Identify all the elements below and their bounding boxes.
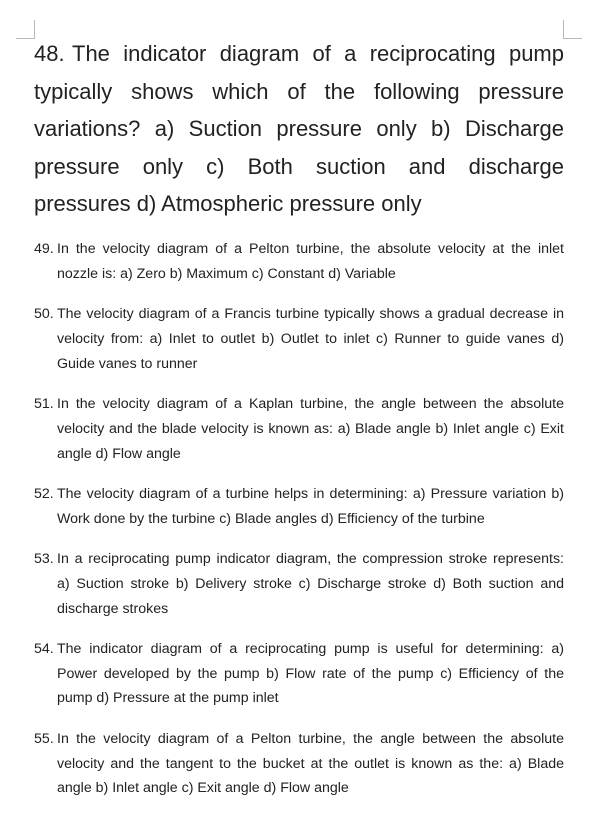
- question-number: 54.: [34, 640, 54, 657]
- question-number: 48.: [34, 41, 65, 66]
- question-50: [34, 302, 564, 376]
- page-corner-mark-top-left: [16, 20, 35, 39]
- question-number: 53.: [34, 550, 54, 567]
- question-number: 49.: [34, 241, 54, 257]
- question-48: [34, 35, 564, 223]
- question-text: In a reciprocating pump indicator diagram, the compression stroke represents: a) Suction stroke b) Delivery stroke c) Discharge stroke d) Both suction and discharge strokes: [57, 550, 564, 617]
- question-text: The velocity diagram of a turbine helps in determining: a) Pressure variation b) Work done by the turbine c) Blade angles d) Efficiency of the turbine: [57, 485, 564, 527]
- question-49: [34, 237, 564, 287]
- question-51: [34, 392, 564, 466]
- question-text: The velocity diagram of a Francis turbine typically shows a gradual decrease in velocity from: a) Inlet to outlet b) Outlet to inlet c) Runner to guide vanes d) Guide vanes to runner: [57, 306, 564, 372]
- page-corner-mark-top-right: [563, 20, 582, 39]
- question-number: 55.: [34, 730, 54, 747]
- question-number: 52.: [34, 485, 54, 502]
- question-55: [34, 727, 564, 801]
- question-number: 50.: [34, 306, 54, 323]
- question-number: 51.: [34, 395, 54, 412]
- question-list: [34, 237, 564, 817]
- question-54: [34, 637, 564, 711]
- question-text: The indicator diagram of a reciprocating pump is useful for determining: a) Power developed by the pump b) Flow rate of the pump c) Efficiency of the pump d) Pressure at the pump inlet: [57, 640, 564, 707]
- question-text: The indicator diagram of a reciprocating pump typically shows which of the following pressure variations? a) Suction pressure only b) Discharge pressure only c) Both suction and discharge pressures d) Atmospheric pressure only: [34, 41, 564, 216]
- question-text: In the velocity diagram of a Pelton turbine, the absolute velocity at the inlet nozzle is: a) Zero b) Maximum c) Constant d) Variable: [57, 241, 564, 282]
- question-text: In the velocity diagram of a Kaplan turbine, the angle between the absolute velocity and the blade velocity is known as: a) Blade angle b) Inlet angle c) Exit angle d) Flow angle: [57, 395, 564, 462]
- question-text: In the velocity diagram of a Pelton turbine, the angle between the absolute velocity and the tangent to the bucket at the outlet is known as the: a) Blade angle b) Inlet angle c) Exit angle d) Flow angle: [57, 730, 564, 797]
- question-52: [34, 482, 564, 532]
- question-53: [34, 547, 564, 621]
